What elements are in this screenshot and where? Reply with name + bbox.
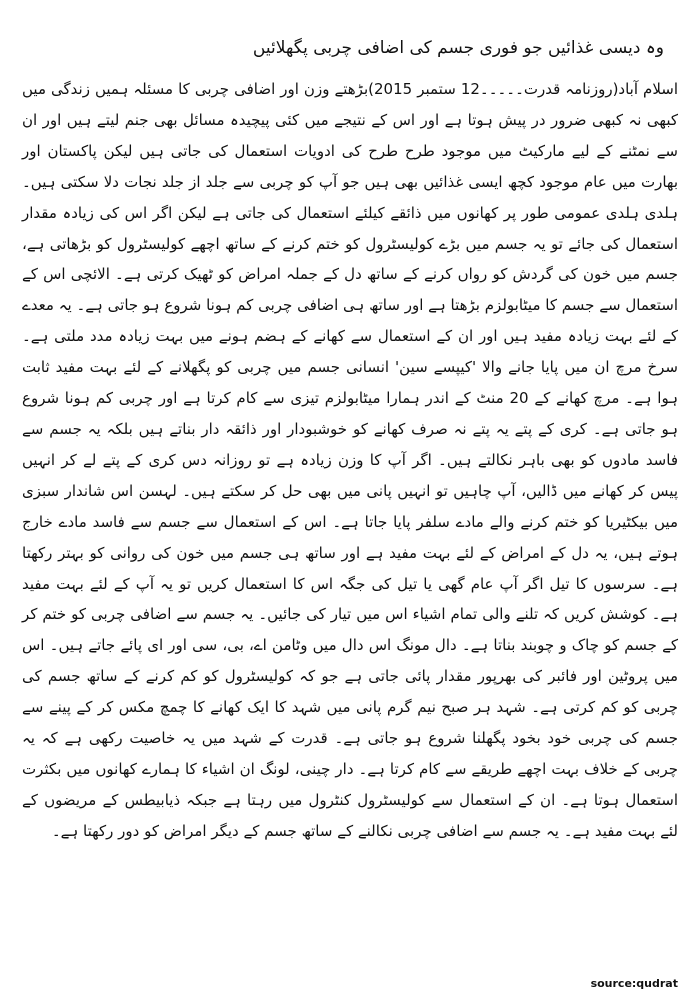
article-title: وہ دیسی غذائیں جو فوری جسم کی اضافی چربی پگھلائیں — [252, 38, 664, 58]
article-body: اسلام آباد(روزنامہ قدرت۔۔۔۔۔12 ستمبر 2015)بڑھتے وزن اور اضافی چربی کا مسئلہ ہمیں زندگی میں کبھی نہ کبھی ضرور در پیش ہوتا ہے اور اس کے نتیجے میں کئی پیچیدہ مسائل بھی جنم لیتے ہیں اور ان سے نمٹنے کے لیے مارکیٹ میں موجود طرح طرح کی ادویات استعمال کی جاتی ہیں لیکن پاکستان اور بھارت میں عام موجود کچھ ایسی غذائیں بھی ہیں جو آپ کو چربی سے جلد از جلد نجات دلا سکتی ہیں۔ ہلدی ہلدی عمومی طور پر کھانوں میں ذائقے کیلئے استعمال کی جاتی ہے لیکن اگر اس کی زیادہ مقدار استعمال کی جائے تو یہ جسم میں بڑے کولیسٹرول کو ختم کرنے کے ساتھ اچھے کولیسٹرول کو بڑھاتی ہے، جسم میں خون کی گردش کو رواں کرنے کے ساتھ دل کے جملہ امراض کو ٹھیک کرتی ہے۔ الائچی اس کے استعمال سے جسم کا میٹابولزم بڑھتا ہے اور ساتھ ہی اضافی چربی کم ہونا شروع ہو جاتی ہے۔ یہ معدے کے لئے بہت زیادہ مفید ہیں اور ان کے استعمال سے کھانے کے ہضم ہونے میں بہت زیادہ مدد ملتی ہے۔ سرخ مرچ ان میں پایا جانے والا 'کیپسے سین' انسانی جسم میں چربی کو پگھلانے کے لئے بہت مفید ثابت ہوا ہے۔ مرچ کھانے کے 20 منٹ کے اندر ہمارا میٹابولزم تیزی سے کام کرتا ہے اور چربی کم ہونا شروع ہو جاتی ہے۔ کری کے پتے یہ پتے نہ صرف کھانے کو خوشبودار اور ذائقہ دار بناتے ہیں بلکہ یہ جسم سے فاسد مادوں کو بھی باہر نکالتے ہیں۔ اگر آپ کا وزن زیادہ ہے تو روزانہ دس کری کے پتے لے کر انہیں پیس کر کھانے میں ڈالیں، آپ چاہیں تو انہیں پانی میں بھی حل کر سکتے ہیں۔ لہسن اس شاندار سبزی میں بیکٹیریا کو ختم کرنے والے مادے سلفر پایا جاتا ہے۔ اس کے استعمال سے جسم سے فاسد مادے خارج ہوتے ہیں، یہ دل کے امراض کے لئے بہت مفید ہے اور ساتھ ہی جسم میں خون کی روانی کو بہتر رکھتا ہے۔ سرسوں کا تیل اگر آپ عام گھی یا تیل کی جگہ اس کا استعمال کریں تو یہ آپ کے لئے بہت مفید ہے۔ کوشش کریں کہ تلنے والی تمام اشیاء اس میں تیار کی جائیں۔ یہ جسم سے اضافی چربی کو ختم کر کے جسم کو چاک و چوبند بناتا ہے۔ دال مونگ اس دال میں وٹامن اے، بی، سی اور ای پائے جاتے ہیں۔ اس میں پروٹین اور فائبر کی بھرپور مقدار پائی جاتی ہے جو کہ کولیسٹرول کو کم کرنے کے ساتھ جسم کی چربی کو کم کرتی ہے۔ شہد ہر صبح نیم گرم پانی میں شہد کا ایک کھانے کا چمچ مکس کر کے پینے سے جسم کی چربی خود بخود پگھلنا شروع ہو جاتی ہے۔ قدرت کے شہد میں یہ خاصیت رکھی ہے کہ یہ چربی کے خلاف بہت اچھے طریقے سے کام کرتا ہے۔ دار چینی، لونگ ان اشیاء کا ہمارے کھانوں میں بکثرت استعمال ہوتا ہے۔ ان کے استعمال سے کولیسٹرول کنٹرول میں رہتا ہے جبکہ ذیابیطس کے مریضوں کے لئے بہت مفید ہے۔ یہ جسم سے اضافی چربی نکالنے کے ساتھ جسم کے دیگر امراض کو دور رکھتا ہے۔ — [22, 80, 679, 840]
source-credit: source:qudrat — [590, 977, 678, 990]
